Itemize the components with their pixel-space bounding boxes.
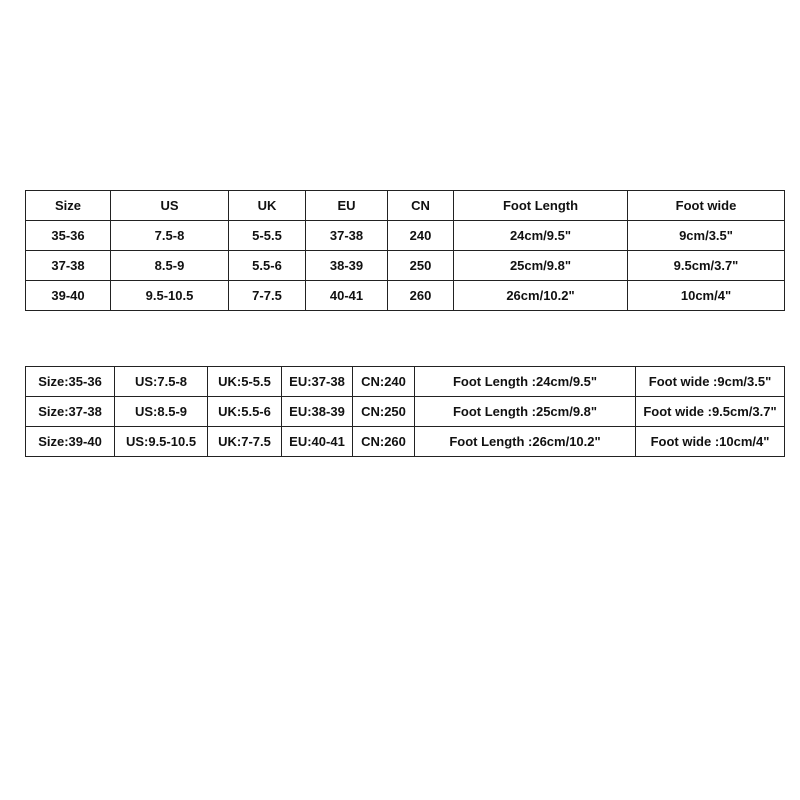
size-chart-inline-table: [25, 366, 785, 457]
cell-uk: 7-7.5: [229, 281, 306, 311]
cell-size: Size:39-40: [26, 427, 115, 457]
cell-uk: 5-5.5: [229, 221, 306, 251]
cell-foot-wide: Foot wide :9.5cm/3.7": [636, 397, 785, 427]
cell-foot-wide: 9cm/3.5": [628, 221, 785, 251]
cell-size: Size:35-36: [26, 367, 115, 397]
cell-cn: CN:250: [353, 397, 415, 427]
cell-eu: EU:38-39: [282, 397, 353, 427]
cell-cn: CN:260: [353, 427, 415, 457]
size-chart-table: [25, 190, 785, 311]
table-row: [26, 367, 785, 397]
header-eu: EU: [306, 191, 388, 221]
table-row: [26, 397, 785, 427]
cell-size: 37-38: [26, 251, 111, 281]
table-row: [26, 427, 785, 457]
cell-foot-wide: Foot wide :10cm/4": [636, 427, 785, 457]
header-size: Size: [26, 191, 111, 221]
cell-us: US:7.5-8: [115, 367, 208, 397]
cell-cn: 260: [388, 281, 454, 311]
cell-us: US:9.5-10.5: [115, 427, 208, 457]
header-uk: UK: [229, 191, 306, 221]
cell-size: Size:37-38: [26, 397, 115, 427]
table-row: [26, 281, 785, 311]
cell-uk: UK:5.5-6: [208, 397, 282, 427]
cell-cn: 240: [388, 221, 454, 251]
cell-foot-length: 24cm/9.5": [454, 221, 628, 251]
cell-eu: 37-38: [306, 221, 388, 251]
cell-foot-length: Foot Length :24cm/9.5": [415, 367, 636, 397]
cell-uk: 5.5-6: [229, 251, 306, 281]
cell-foot-wide: 10cm/4": [628, 281, 785, 311]
cell-foot-wide: 9.5cm/3.7": [628, 251, 785, 281]
cell-uk: UK:7-7.5: [208, 427, 282, 457]
cell-size: 35-36: [26, 221, 111, 251]
cell-eu: 38-39: [306, 251, 388, 281]
cell-foot-length: Foot Length :25cm/9.8": [415, 397, 636, 427]
cell-uk: UK:5-5.5: [208, 367, 282, 397]
cell-foot-length: 25cm/9.8": [454, 251, 628, 281]
table-row: [26, 221, 785, 251]
cell-us: 9.5-10.5: [111, 281, 229, 311]
cell-us: 8.5-9: [111, 251, 229, 281]
cell-eu: EU:40-41: [282, 427, 353, 457]
header-foot-wide: Foot wide: [628, 191, 785, 221]
cell-us: 7.5-8: [111, 221, 229, 251]
header-cn: CN: [388, 191, 454, 221]
cell-cn: 250: [388, 251, 454, 281]
cell-foot-length: Foot Length :26cm/10.2": [415, 427, 636, 457]
header-us: US: [111, 191, 229, 221]
cell-foot-length: 26cm/10.2": [454, 281, 628, 311]
cell-foot-wide: Foot wide :9cm/3.5": [636, 367, 785, 397]
cell-eu: 40-41: [306, 281, 388, 311]
header-foot-length: Foot Length: [454, 191, 628, 221]
cell-us: US:8.5-9: [115, 397, 208, 427]
table-header-row: [26, 191, 785, 221]
cell-eu: EU:37-38: [282, 367, 353, 397]
table-row: [26, 251, 785, 281]
cell-cn: CN:240: [353, 367, 415, 397]
cell-size: 39-40: [26, 281, 111, 311]
